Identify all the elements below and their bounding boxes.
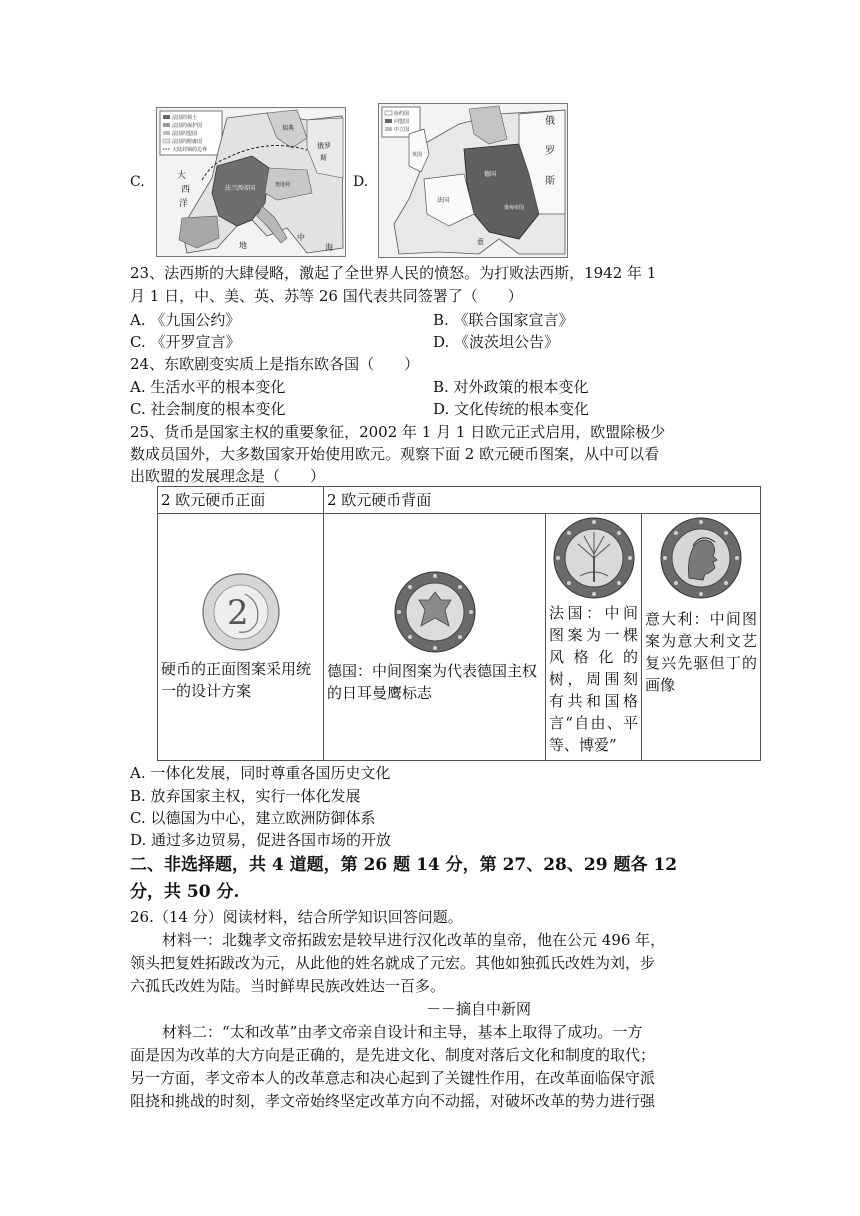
map-c-label-6: 斯 xyxy=(320,154,327,162)
map-d-label-7: 意 xyxy=(477,238,484,246)
map-c-image xyxy=(157,108,345,256)
map-d-label-5: 德国 xyxy=(484,171,497,178)
q24-option-b[interactable]: B. 对外政策的根本变化 xyxy=(433,378,589,396)
map-c-label-5: 俄罗 xyxy=(317,142,331,150)
map-c-legend-3: 法国的附庸国 xyxy=(172,139,203,145)
q24-option-a[interactable]: A. 生活水平的根本变化 xyxy=(130,378,286,396)
coin-germany-image xyxy=(393,570,477,654)
map-c-label-10: 海 xyxy=(325,243,333,252)
map-c-label-3: 法兰西帝国 xyxy=(225,185,256,192)
q26-material-1-line-3: 六孤氏改姓为陆。当时鲜卑民族改姓达一百多。 xyxy=(130,977,446,995)
map-d-image xyxy=(379,104,567,257)
map-d-label-4: 法国 xyxy=(437,197,450,204)
q26-material-2-line-3: 另一方面，孝文帝本人的改革意志和决心起到了关键性作用，在改革面临保守派 xyxy=(130,1069,656,1087)
cell-front-text: 硬币的正面图案采用统一的设计方案 xyxy=(161,660,312,700)
map-d-label-1: 罗 xyxy=(545,146,555,157)
q26-material-1-line-1: 材料一：北魏孝文帝拓跋宏是较早进行汉化改革的皇帝，他在公元 496 年， xyxy=(162,931,666,949)
coin-italy-image xyxy=(659,516,743,600)
cell-germany-text: 德国：中间图案为代表德国主权的日耳曼鹰标志 xyxy=(327,662,538,702)
map-c-label-8: 地 xyxy=(239,241,247,250)
q25-option-a[interactable]: A. 一体化发展，同时尊重各国历史文化 xyxy=(130,764,391,782)
map-d-label-2: 斯 xyxy=(545,176,555,187)
map-c-legend-1: 法国的保护国 xyxy=(172,123,203,129)
map-c-legend-4: 大陆封锁的边界 xyxy=(172,147,208,153)
coin-front-digit: 2 xyxy=(226,593,249,633)
map-c-legend-0: 法国的领土 xyxy=(172,115,198,121)
q26-material-1-source: －－摘自中新网 xyxy=(426,1000,532,1018)
map-d-legend-2: 中立国 xyxy=(394,127,410,133)
q23-option-b[interactable]: B. 《联合国家宣言》 xyxy=(433,311,574,329)
map-c-legend-2: 法国的盟国 xyxy=(172,131,198,137)
q26-material-1-line-2: 领头把复姓拓跋改为元，从此他的姓名就成了元宏。其他如独孤氏改姓为刘，步 xyxy=(130,954,656,972)
cell-france-text: 法国：中间图案为一棵风格化的树，周围刻有共和国格言“自由、平等、博爱” xyxy=(549,604,638,754)
cell-france xyxy=(546,514,642,761)
q24-option-d[interactable]: D. 文化传统的根本变化 xyxy=(433,400,590,418)
map-d-legend-1: 同盟国 xyxy=(394,119,410,125)
map-c-napoleon-europe xyxy=(156,107,346,257)
q25-stem-line-1: 25、货币是国家主权的重要象征，2002 年 1 月 1 日欧元正式启用，欧盟除极少 xyxy=(130,423,666,441)
section-2-heading-line-2: 分，共 50 分. xyxy=(130,882,240,902)
map-c-label-9: 中 xyxy=(297,233,305,242)
cell-germany xyxy=(324,514,546,761)
q24-option-c[interactable]: C. 社会制度的根本变化 xyxy=(130,400,286,418)
cell-italy xyxy=(642,514,761,761)
q23-option-d[interactable]: D. 《波茨坦公告》 xyxy=(433,333,560,351)
map-d-legend-0: 协约国 xyxy=(394,111,410,117)
q26-material-2-line-2: 面是因为改革的大方向是正确的，是先进文化、制度对落后文化和制度的取代； xyxy=(130,1046,656,1064)
map-d-label-0: 俄 xyxy=(545,116,555,127)
map-d-wwi-europe xyxy=(378,103,568,258)
table-header-front: 2 欧元硬币正面 xyxy=(158,487,324,514)
q26-stem: 26.（14 分）阅读材料，结合所学知识回答问题。 xyxy=(130,908,463,926)
map-c-label-2: 洋 xyxy=(179,199,189,209)
section-2-heading-line-1: 二、非选择题，共 4 道题，第 26 题 14 分，第 27、28、29 题各 12 xyxy=(130,855,678,875)
q24-stem: 24、东欧剧变实质上是指东欧各国（ ） xyxy=(130,355,420,373)
map-c-label-4: 瑞典 xyxy=(282,125,295,132)
map-d-label-3: 英国 xyxy=(412,152,423,158)
table-header-back: 2 欧元硬币背面 xyxy=(324,487,761,514)
option-c-label: C. xyxy=(130,174,145,190)
cell-italy-text: 意大利：中间图案为意大利文艺复兴先驱但丁的画像 xyxy=(645,610,758,694)
q25-option-c[interactable]: C. 以德国为中心，建立欧洲防御体系 xyxy=(130,809,376,827)
q23-stem-line-2: 月 1 日，中、美、英、苏等 26 国代表共同签署了（ ） xyxy=(130,287,523,305)
map-c-label-0: 大 xyxy=(177,171,187,181)
q25-option-b[interactable]: B. 放弃国家主权，实行一体化发展 xyxy=(130,787,361,805)
map-d-label-6: 奥匈帝国 xyxy=(504,205,525,211)
q25-option-d[interactable]: D. 通过多边贸易，促进各国市场的开放 xyxy=(130,831,392,849)
q23-option-a[interactable]: A. 《九国公约》 xyxy=(130,311,241,329)
euro-coin-table xyxy=(157,486,761,761)
option-d-label: D. xyxy=(353,174,369,190)
cell-front xyxy=(158,514,324,761)
q26-material-2-line-4: 阻挠和挑战的时刻，孝文帝始终坚定改革方向不动摇，对破坏改革的势力进行强 xyxy=(130,1092,656,1110)
q25-stem-line-3: 出欧盟的发展理念是（ ） xyxy=(130,467,326,485)
coin-france-image xyxy=(552,516,636,600)
coin-front-image xyxy=(201,572,281,652)
q23-option-c[interactable]: C. 《开罗宣言》 xyxy=(130,333,241,351)
map-c-label-7: 奥地利 xyxy=(275,182,291,188)
q23-stem-line-1: 23、法西斯的大肆侵略，激起了全世界人民的愤怒。为打败法西斯，1942 年 1 xyxy=(130,264,657,282)
q26-material-2-line-1: 材料二：“太和改革”由孝文帝亲自设计和主导，基本上取得了成功。一方 xyxy=(162,1023,643,1041)
map-c-label-1: 西 xyxy=(181,185,191,195)
q25-stem-line-2: 数成员国外，大多数国家开始使用欧元。观察下面 2 欧元硬币图案，从中可以看 xyxy=(130,445,660,463)
